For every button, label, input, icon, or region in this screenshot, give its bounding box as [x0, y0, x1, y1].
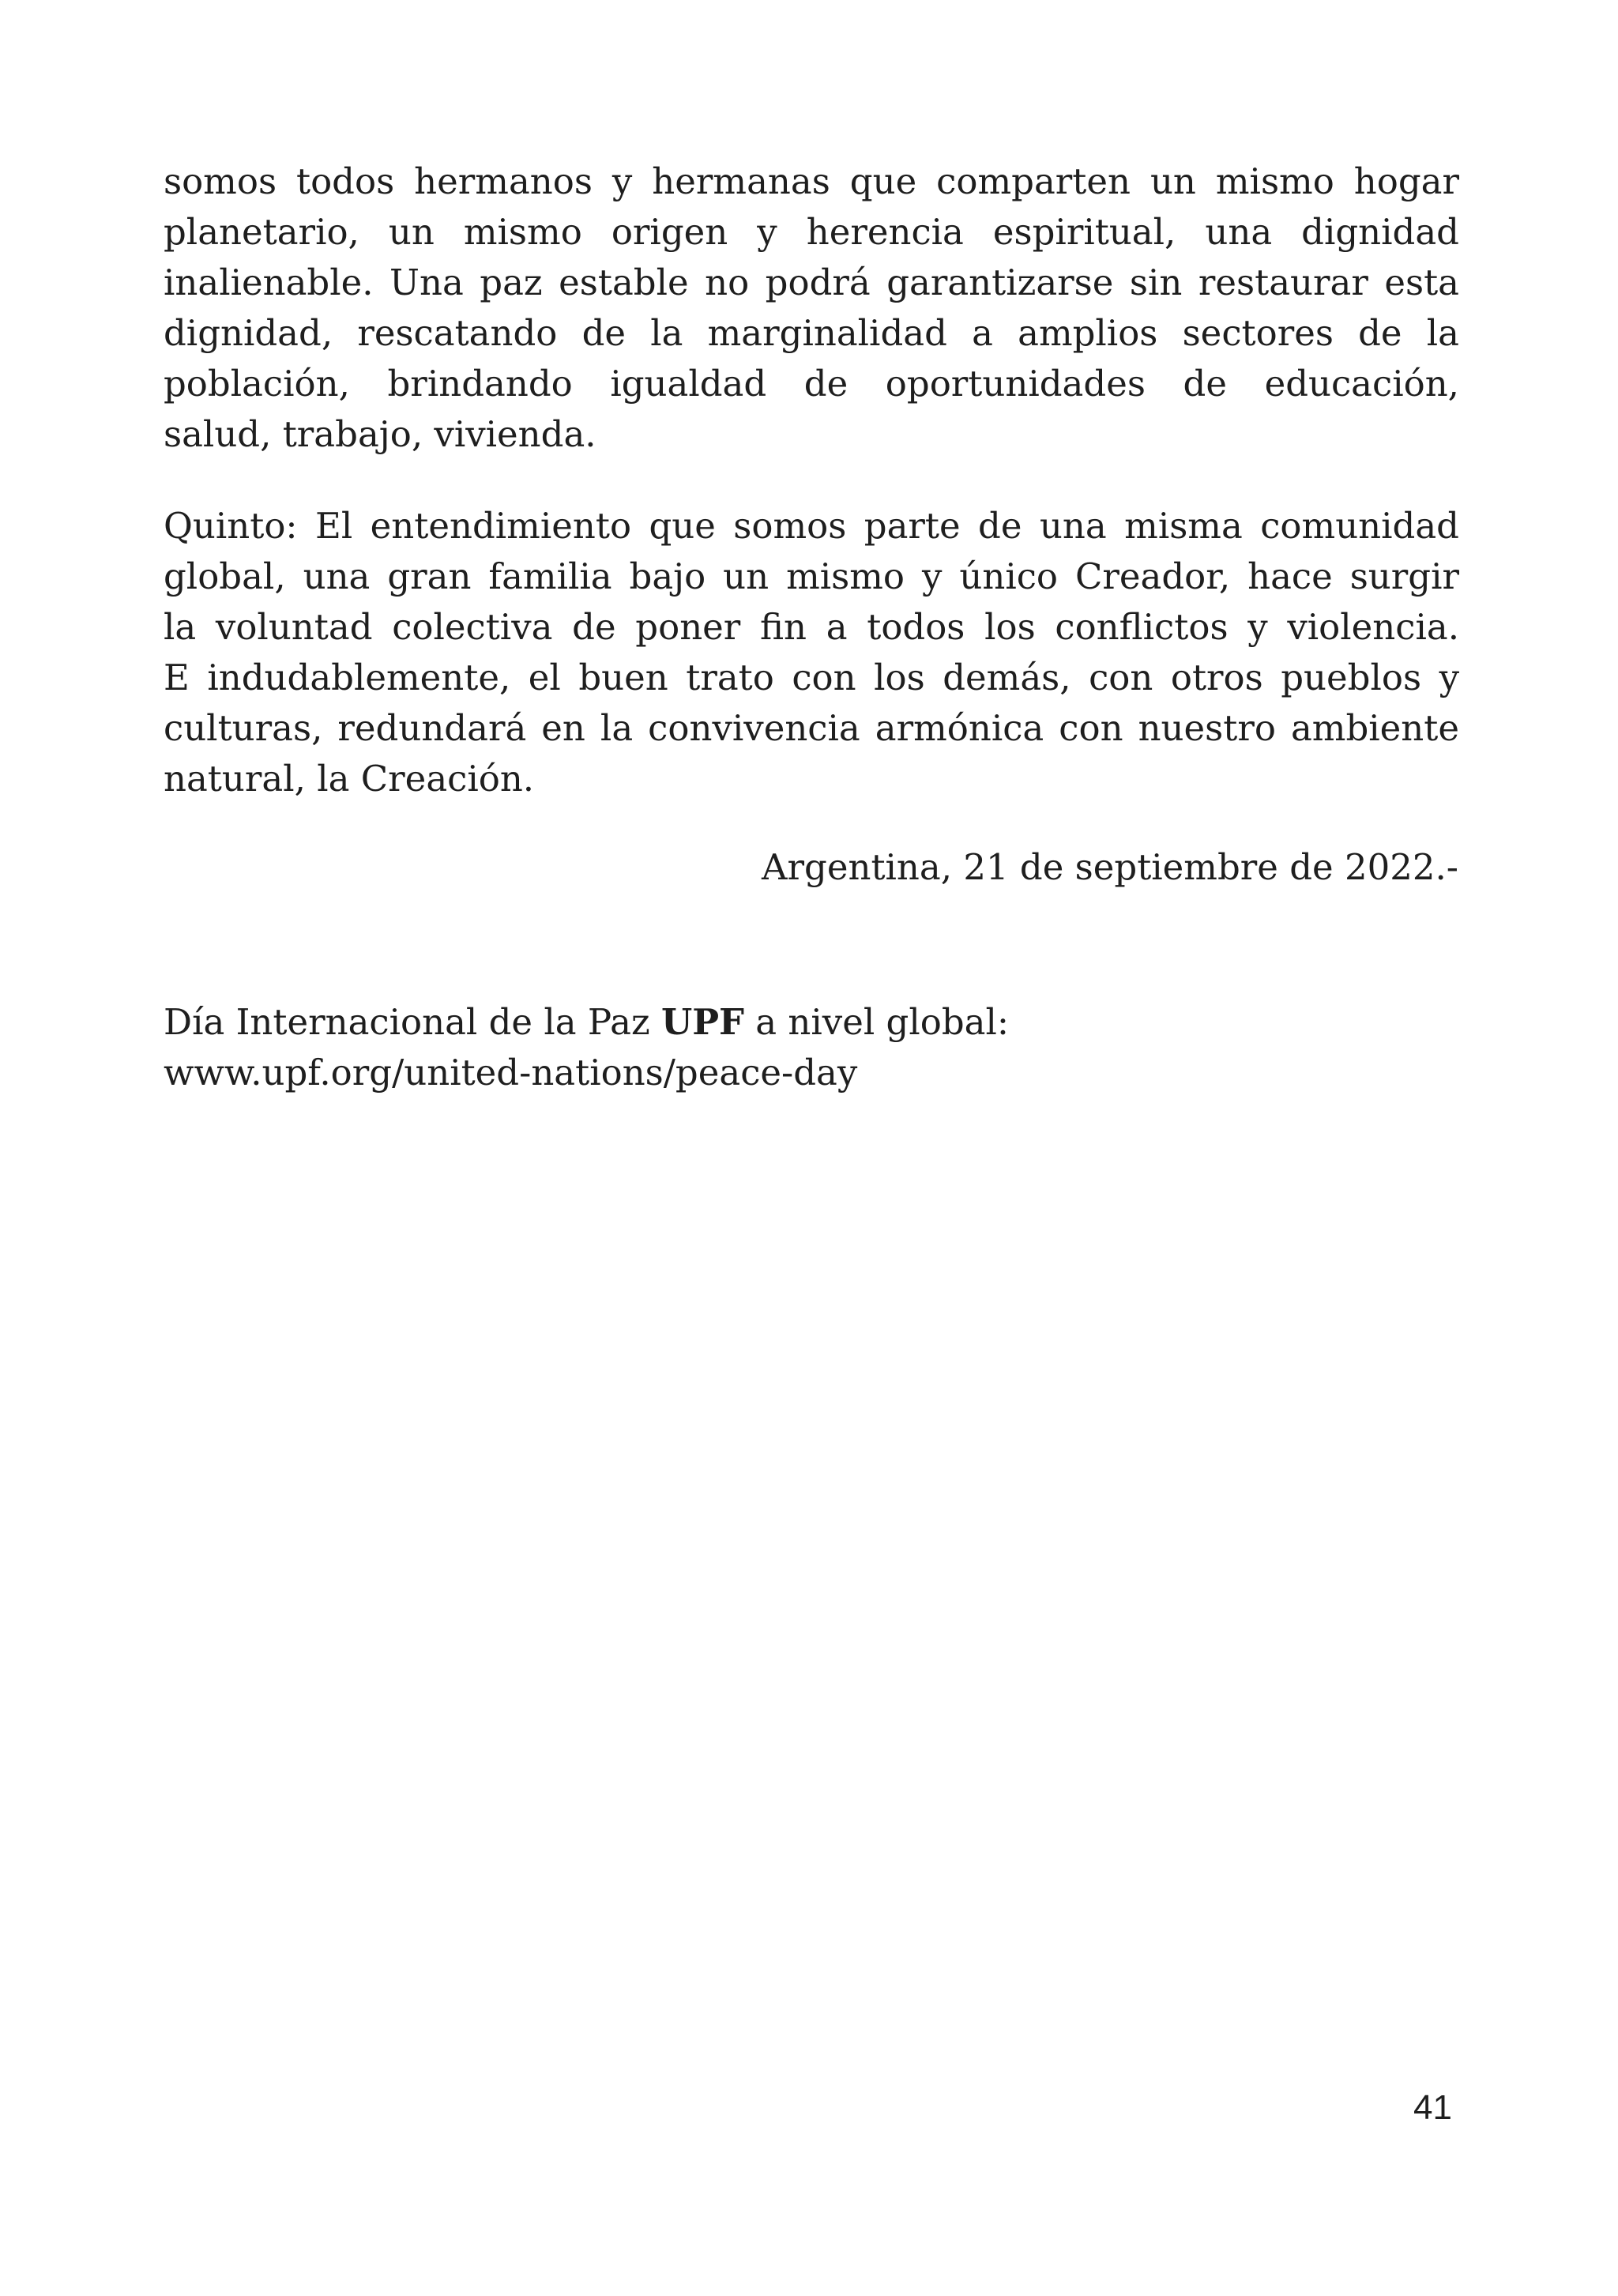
paragraph-line: Quinto: El entendimiento que somos parte de una misma comunidad: [164, 505, 1459, 547]
body-paragraph-2: [164, 501, 1459, 804]
body-paragraph-1: [164, 156, 1459, 460]
paragraph-line: culturas, redundará en la convivencia armónica con nuestro ambiente: [164, 707, 1459, 749]
paragraph-line: inalienable. Una paz estable no podrá garantizarse sin restaurar esta: [164, 262, 1459, 303]
footer-org-name: UPF: [660, 1001, 744, 1043]
paragraph-line: población, brindando igualdad de oportunidades de educación,: [164, 363, 1459, 405]
paragraph-line: la voluntad colectiva de poner fin a todos los conflictos y violencia.: [164, 606, 1459, 648]
place-date-signoff: Argentina, 21 de septiembre de 2022.-: [762, 846, 1458, 888]
paragraph-line: global, una gran familia bajo un mismo y único Creador, hace surgir: [164, 555, 1459, 597]
paragraph-line: E indudablemente, el buen trato con los demás, con otros pueblos y: [164, 657, 1459, 698]
footer-suffix: a nivel global:: [744, 1001, 1010, 1043]
paragraph-line: somos todos hermanos y hermanas que comparten un mismo hogar: [164, 160, 1459, 202]
footer-prefix: Día Internacional de la Paz: [164, 1001, 661, 1043]
paragraph-line: dignidad, rescatando de la marginalidad a amplios sectores de la: [164, 312, 1459, 354]
page-number: 41: [1413, 2088, 1452, 2127]
paragraph-line: natural, la Creación.: [164, 758, 535, 800]
footer-url[interactable]: www.upf.org/united-nations/peace-day: [164, 1052, 858, 1093]
paragraph-line: planetario, un mismo origen y herencia espiritual, una dignidad: [164, 211, 1459, 253]
footer-title-line: [164, 997, 1009, 1048]
footer-note: [164, 997, 1009, 1098]
paragraph-line: salud, trabajo, vivienda.: [164, 413, 596, 455]
